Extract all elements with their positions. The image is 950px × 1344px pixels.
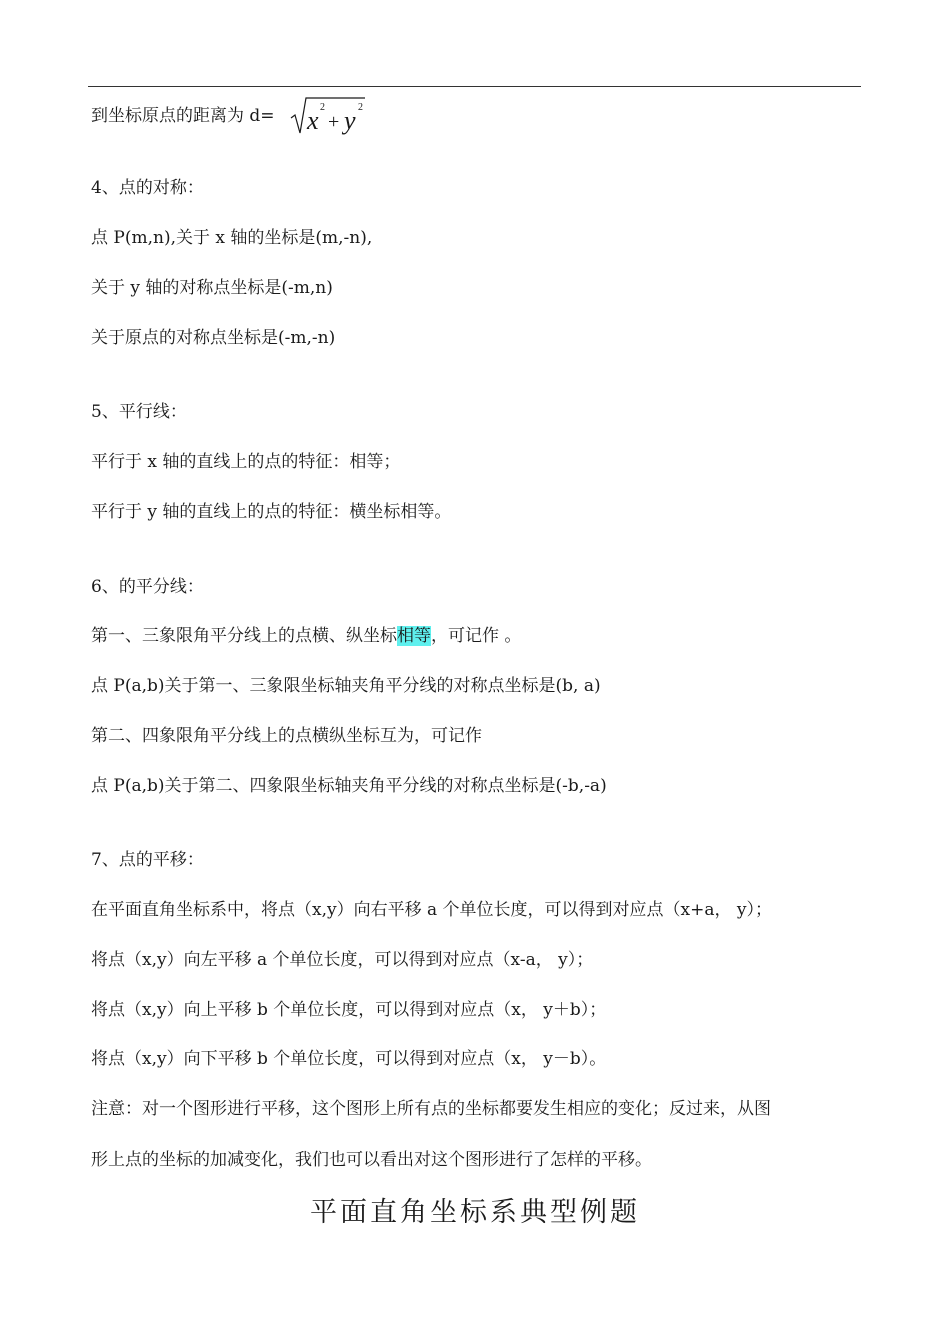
svg-text:x: x (307, 106, 319, 135)
section-7-note-2: 形上点的坐标的加减变化，我们也可以看出对这个图形进行了怎样的平移。 (91, 1150, 652, 1170)
section-5-line-1: 平行于 x 轴的直线上的点的特征：相等； (91, 452, 401, 472)
section-4-line-3: 关于原点的对称点坐标是(-m,-n) (91, 328, 336, 348)
section-5-heading: 5、平行线： (91, 402, 187, 422)
section-5-line-2: 平行于 y 轴的直线上的点的特征：横坐标相等。 (91, 502, 452, 522)
top-rule (88, 86, 861, 87)
svg-text:+: + (328, 111, 340, 133)
section-4-line-2: 关于 y 轴的对称点坐标是(-m,n) (91, 278, 333, 298)
section-6-line-3: 第二、四象限角平分线上的点横纵坐标互为，可记作 (91, 726, 482, 746)
distance-formula (289, 96, 369, 136)
section-6-line-4: 点 P(a,b)关于第二、四象限坐标轴夹角平分线的对称点坐标是(-b,-a) (91, 776, 607, 796)
svg-text:y: y (344, 106, 356, 135)
section-7-line-4: 将点（x,y）向下平移 b 个单位长度，可以得到对应点（x， y－b）。 (91, 1049, 607, 1069)
section-7-line-3: 将点（x,y）向上平移 b 个单位长度，可以得到对应点（x， y＋b）； (91, 1000, 607, 1020)
section-7-heading: 7、点的平移： (91, 850, 204, 870)
section-7-line-2: 将点（x,y）向左平移 a 个单位长度，可以得到对应点（x-a， y）； (91, 950, 594, 970)
section-4-line-1: 点 P(m,n),关于 x 轴的坐标是(m,-n), (91, 228, 373, 248)
section-4-heading: 4、点的对称： (91, 178, 204, 198)
highlighted-text: 相等 (397, 626, 431, 646)
distance-line: 到坐标原点的距离为 d= (91, 106, 275, 126)
page-title: 平面直角坐标系典型例题 (310, 1197, 640, 1228)
section-6-line-1 (91, 624, 521, 648)
section-7-note-1: 注意：对一个图形进行平移，这个图形上所有点的坐标都要发生相应的变化；反过来，从图 (91, 1099, 771, 1119)
section-6-line-2: 点 P(a,b)关于第一、三象限坐标轴夹角平分线的对称点坐标是(b, a) (91, 676, 601, 696)
svg-text:2: 2 (358, 102, 363, 113)
section-6-line-1-text: 第一、三象限角平分线上的点横、纵坐标 (91, 626, 397, 646)
section-6-heading: 6、的平分线： (91, 577, 204, 597)
section-6-line-1-tail: ，可记作 。 (431, 626, 522, 646)
section-7-line-1: 在平面直角坐标系中，将点（x,y）向右平移 a 个单位长度，可以得到对应点（x+a， y）； (91, 900, 773, 920)
svg-text:2: 2 (320, 102, 325, 113)
